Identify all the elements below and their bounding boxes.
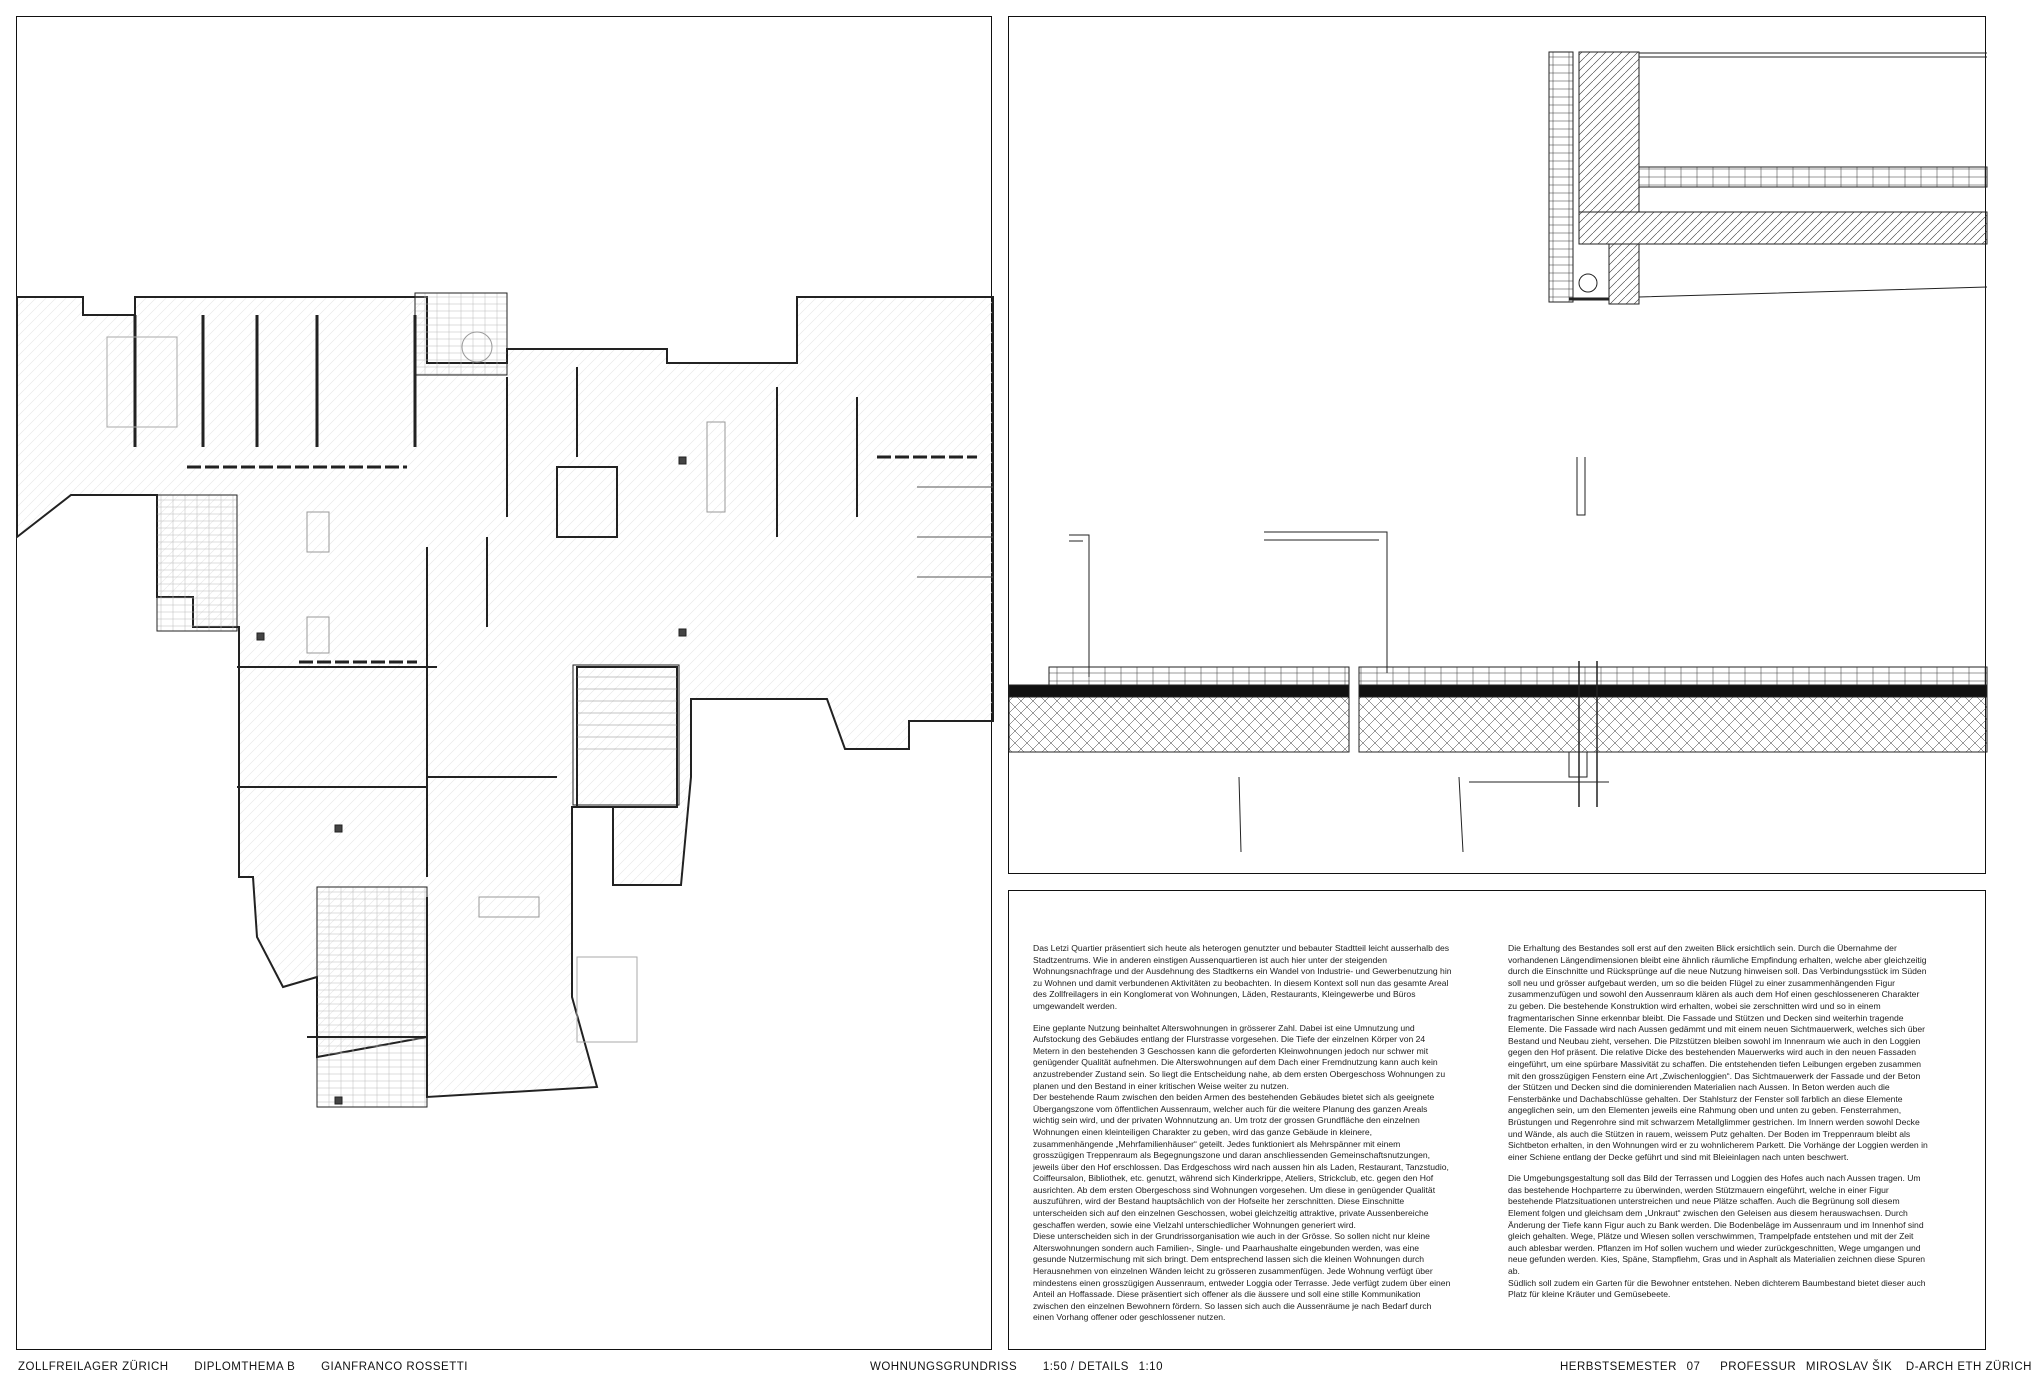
drawing-scale: 1:50 / DETAILS (1042, 1361, 1129, 1373)
author-name: GIANFRANCO ROSSETTI (321, 1361, 468, 1373)
construction-details-panel (1008, 16, 1986, 874)
professor-name: MIROSLAV ŠIK (1805, 1361, 1893, 1373)
paragraph: Eine geplante Nutzung beinhaltet Alterswohnungen in grösserer Zahl. Dabei ist eine Umnutzung und Aufstockung des Gebäudes entlang der Flurstrasse vorgesehen. Die Tiefe der einzelnen Körper von 24 Metern in den bestehenden 3 Geschossen kann die geforderten Kleinwohnungen jedoch nur schwer mit genügender Qualität aufnehmen. Die Alterswohnungen auf dem Dach einer Fremdnutzung kann auch kein anzustrebender Zustand sein. So liegt die Entscheidung nahe, ab dem ersten Obergeschoss Wohnungen zu planen und den Bestand in einer kritischen Weise weiter zu nutzen. Der bestehende Raum zwischen den beiden Armen des bestehenden Gebäudes bietet sich als geeignete Übergangszone vom öffentlichen Aussenraum, welcher auch für die weitere Planung des ganzen Areals wichtig sein wird, und der privaten Wohnnutzung an. Um trotz der grossen Grundfläche den einzelnen Wohnungen einen kleinteiligen Charakter zu geben, wird das ganze Gebäude in kleinere, zusammenhängende „Mehrfamilienhäuser“ geteilt. Jedes funktioniert als Mehrspänner mit einem grosszügigen Treppenraum als Begegnungszone und daran anschliessenden Gemeinschaftsnutzungen, jeweils über den Hof erschlossen. Das Erdgeschoss wird nach aussen hin als Laden, Restaurant, Tanzstudio, Coiffeursalon, Bibliothek, etc. genutzt, während sich Kinderkrippe, Ateliers, Strickclub, etc. gegen den Hof ausrichten. Ab dem ersten Obergeschoss sind Wohnungen vorgesehen. Um diese in genügender Qualität auszuführen, wird der Bestand hauptsächlich von der Hofseite her zerschnitten. Diese Einschnitte unterscheiden sich auf den einzelnen Geschossen, wobei gleichzeitig attraktive, private Aussenbereiche geschaffen werden, sowie eine Vielzahl unterschiedlicher Wohnungen generiert wird. Diese unterscheiden sich in der Grundrissorganisation wie auch in der Grösse. So sollen nicht nur kleine Alterswohnungen sondern auch Familien-, Single- und Paarhaushalte eingebunden werden, was eine gesunde Nutzermischung mit sich bringt. Dem entsprechend lassen sich die kleinen Wohnungen durch Herausnehmen von einzelnen Wänden leicht zu grösseren zusammenfügen. Jede Wohnung verfügt über mindestens einen grosszügigen Aussenraum, entweder Loggia oder Terrasse. Jede verfügt zudem über einen Anteil an Hoffassade. Diese präsentiert sich offener als die äussere und soll eine stille Kommunikation zwischen den einzelnen Bewohnern fördern. So lassen sich auch die Aussenräume je nach Bedarf durch einen Vorhang offener oder geschlossener nutzen. (1033, 1022, 1451, 1323)
project-description-panel (1008, 890, 1986, 1350)
footer-center (870, 1361, 1185, 1373)
drawing-title: WOHNUNGSGRUNDRISS (870, 1361, 1018, 1373)
paragraph: Das Letzi Quartier präsentiert sich heute als heterogen genutzter und bebauter Stadtteil leicht ausserhalb des Stadtzentrums. Wie in anderen einstigen Aussenquartieren ist auch hier unter der steigenden Wohnungsnachfrage und der Ausdehnung des Stadtkerns ein Wandel von Industrie- und Gewerbenutzung hin zu Wohnen und damit verbundenen Aktivitäten zu beobachten. In diesem Kontext soll nun das gesamte Areal des Zollfreilagers in ein Konglomerat von Wohnungen, Läden, Restaurants, Kleingewerbe und Büros umgewandelt werden. (1033, 943, 1452, 1011)
detail-scale: 1:10 (1138, 1361, 1163, 1373)
chair-label: PROFESSUR (1720, 1361, 1797, 1373)
details-drawing (1009, 17, 1987, 875)
paragraph: Die Erhaltung des Bestandes soll erst auf den zweiten Blick ersichtlich sein. Durch die Übernahme der vorhandenen Längendimensionen bleibt eine ähnlich räumliche Empfindung erhalten, welche aber gleichzeitig durch die Einschnitte und Rücksprünge auf die neue Nutzung hinweisen soll. Das Verbindungsstück im Süden soll neu und grösser aufgebaut werden, um so die beiden Flügel zu einer zusammenhängenden Figur zusammenzufügen und sowohl den Aussenraum klären als auch dem Hof einen geschlosseneren Charakter zu geben. Die bestehende Konstruktion wird erhalten, wobei sie zerschnitten wird und so in einem fragmentarischen Sinne erkennbar bleibt. Die Fassade und Stützen und Decken sind weiterhin tragende Elemente. Die Fassade wird nach Aussen gedämmt und mit einem neuen Sichtmauerwerk, welches sich über Bestand und Neubau zieht, versehen. Die Pilzstützen bleiben sowohl im Innenraum wie auch in den Loggien gegen den Hof präsent. Die relative Dicke des bestehenden Mauerwerks wird auch in den neuen Fassaden eingeführt, um eine spürbare Massivität zu schaffen. Die entstehenden tiefen Leibungen ergeben zusammen mit den grosszügigen Fenstern eine Art „Zwischenloggien“. Das Sichtmauerwerk der Fassade und der Beton der Stützen und Decken sind die dominierenden Materialien nach Aussen. In Beton werden auch die Fensterbänke und Dachabschlüsse gehalten. Der Stahlsturz der Fenster soll farblich an diese Elemente angeglichen sein, um den Elementen jeweils eine Rahmung oben und unten zu geben. Fensterrahmen, Brüstungen und Regenrohre sind mit schwarzem Metallglimmer gestrichen. Im Innern werden sowohl Decke und Wände, als auch die Stützen in rauem, weissem Putz gehalten. Der Boden im Treppenraum bleibt als Sichtbeton erhalten, in den Wohnungen wird er zu wohnlicherem Parkett. Die Vorhänge der Loggien werden in einer Schiene entlang der Decke geführt und sind mit Bleieinlagen nach unten beschwert. (1508, 943, 1928, 1162)
floor-plan-panel (16, 16, 992, 1350)
footer-left (18, 1361, 490, 1373)
footer-right (1560, 1361, 2032, 1373)
diploma-topic: DIPLOMTHEMA B (194, 1361, 296, 1373)
semester-year: 07 (1686, 1361, 1701, 1373)
semester: HERBSTSEMESTER (1560, 1361, 1677, 1373)
department: D-ARCH ETH ZÜRICH (1905, 1361, 2032, 1373)
floor-plan-drawing (17, 17, 993, 1351)
project-location: ZOLLFREILAGER ZÜRICH (18, 1361, 169, 1373)
description-column-left (1033, 943, 1453, 1334)
description-column-right (1508, 943, 1928, 1311)
paragraph: Die Umgebungsgestaltung soll das Bild der Terrassen und Loggien des Hofes auch nach Aussen tragen. Um das bestehende Hochparterre zu überwinden, werden Stützmauern eingeführt, welche in einer Figur bestehende Platzsituationen unterstreichen und neue Plätze schaffen. Auch die Begrünung soll diesem Element folgen und gleichsam dem „Unkraut“ zwischen den Geleisen aus diesem herauswachsen. Durch Änderung der Tiefe kann Figur auch zu Bank werden. Die Bodenbeläge im Aussenraum und im Innenhof sind gleich gehalten. Wege, Plätze und Wiesen sollen verschwimmen, Trampelpfade entstehen und mit der Zeit auch ablesbar werden. Pflanzen im Hof sollen wuchern und wieder zurückgeschnitten, Wege umgangen und neue gefunden werden. Kies, Späne, Stampflehm, Gras und in Asphalt als Materialien zeichnen diese Spuren ab. Südlich soll zudem ein Garten für die Bewohner entstehen. Neben dichterem Baumbestand bietet dieser auch Platz für kleine Kräuter und Gemüsebeete. (1508, 1173, 1926, 1300)
